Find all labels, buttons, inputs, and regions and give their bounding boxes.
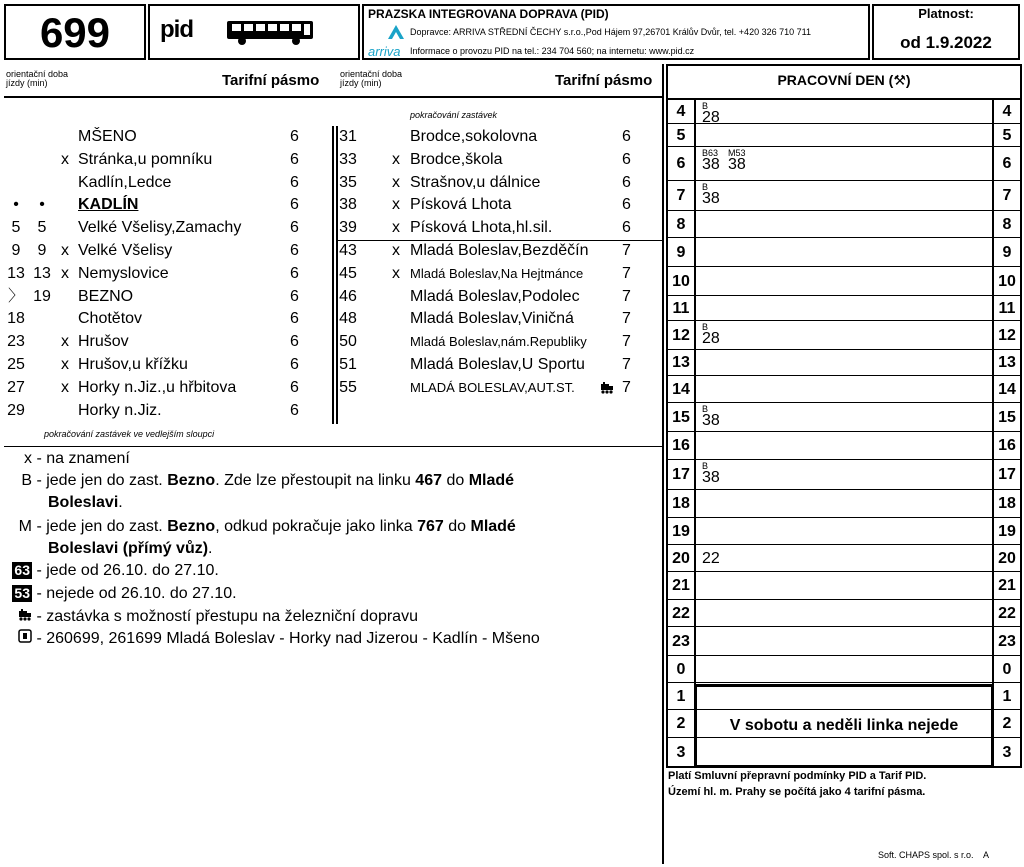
travel-time-a: 〉 [7,287,24,305]
carrier-info: Dopravce: ARRIVA STŘEDNÍ ČECHY s.r.o.,Pod Hájem 97,26701 Králův Dvůr, tel. +420 326 710 711 [410,27,811,37]
departure-minute: 38 [702,190,720,207]
hour-label-right: 11 [992,296,1020,320]
travel-time-a: 23 [7,333,25,351]
travel-time-a: • [13,196,19,214]
hour-label-right: 19 [992,518,1020,544]
software-credit: Soft. CHAPS spol. s r.o. A [878,850,990,860]
hour-label-right: 5 [992,124,1020,146]
stop-zone: 7 [622,287,631,305]
travel-time: 45 [339,264,357,282]
hour-label-left: 12 [668,321,696,349]
hour-label-right: 9 [992,238,1020,266]
stop-zone: 7 [622,264,631,282]
departure-note: B [702,404,709,414]
stop-name: KADLÍN [78,196,139,214]
stop-zone: 6 [290,401,299,419]
stop-zone: 6 [290,150,299,168]
on-request-mark: x [61,264,69,282]
hour-label-right: 16 [992,432,1020,459]
legend-63: 63 - jede od 26.10. do 27.10. [14,562,219,579]
stop-row [4,399,330,422]
hour-label-left: 9 [668,238,696,266]
weekend-note: V sobotu a neděli linka nejede [729,717,959,734]
hour-row [668,600,1020,627]
stop-name: Hrušov,u křížku [78,356,188,373]
license-icon [18,629,32,643]
stop-name: Brodce,škola [410,150,503,168]
stop-zone: 6 [290,333,299,351]
hour-label-right: 12 [992,321,1020,349]
stop-row [4,239,330,262]
stop-zone: 6 [290,219,299,237]
on-request-mark: x [61,356,69,373]
hour-label-right: 1 [992,683,1020,709]
hour-label-left: 8 [668,211,696,237]
hour-label-left: 17 [668,460,696,489]
travel-time: 46 [339,287,357,305]
stop-zone: 6 [290,310,299,328]
travel-time: 51 [339,356,357,373]
hour-row [668,124,1020,147]
stop-row [4,262,330,285]
hour-row [668,211,1020,238]
stop-zone: 6 [290,356,299,373]
stop-row [338,307,662,330]
legend-b: B - jede jen do zast. Bezno. Zde lze přestoupit na linku 467 do Mladé [21,472,515,489]
stop-row [4,307,330,330]
departure-minute: 38 [702,469,720,486]
travel-time-b: • [39,196,45,214]
hour-row [668,296,1020,321]
hour-row [668,147,1020,181]
hour-label-right: 14 [992,376,1020,402]
info-line: Informace o provozu PID na tel.: 234 704 560; na internetu: www.pid.cz [410,46,695,56]
hour-row [668,656,1020,683]
legend-m-cont: Boleslavi (přímý vůz). [48,540,213,557]
hour-row [668,376,1020,403]
departure-minute: 38 [702,412,720,429]
stop-zone: 7 [622,333,631,351]
stop-name: Mladá Boleslav,nám.Republiky [410,334,587,350]
legend-license: - 260699, 261699 Mladá Boleslav - Horky nad Jizerou - Kadlín - Mšeno [10,628,540,650]
hour-label-right: 4 [992,100,1020,123]
bus-icon [226,20,314,46]
stop-name: Mladá Boleslav,Podolec [410,287,580,305]
hour-row [668,460,1020,490]
on-request-mark: x [392,150,400,168]
stop-name: Hrušov [78,333,129,351]
hour-row [668,572,1020,600]
stop-row [338,376,662,399]
stop-zone: 6 [622,150,631,168]
stop-row [4,171,330,194]
stop-name: Písková Lhota,hl.sil. [410,219,553,237]
stop-row [4,353,330,376]
hour-row [668,403,1020,432]
on-request-mark: x [392,173,400,191]
stop-row [4,125,330,148]
stop-name: Mladá Boleslav,U Sportu [410,356,585,373]
hour-label-right: 18 [992,490,1020,517]
legend-b-cont: Boleslavi. [48,494,123,511]
stop-name: Mladá Boleslav,Bezděčín [410,242,589,259]
stop-zone: 6 [622,219,631,237]
pid-logo: pid [160,16,193,43]
hour-label-right: 7 [992,181,1020,210]
stop-name: Strašnov,u dálnice [410,173,541,191]
stop-name: Velké Všelisy [78,242,173,259]
travel-time: 39 [339,219,357,237]
stop-row [4,216,330,239]
hour-label-left: 6 [668,147,696,180]
hour-label-right: 13 [992,350,1020,375]
timetable-title: PRACOVNÍ DEN (⚒) [777,72,911,88]
hour-label-left: 3 [668,738,696,768]
stop-zone: 6 [290,173,299,191]
departure-note: B [702,101,709,111]
operator-info-box [362,4,870,60]
travel-time-a: 18 [7,310,25,328]
hour-label-left: 10 [668,267,696,295]
stop-row [338,148,662,171]
travel-time-label-right: orientační doba jízdy (min) [340,69,403,88]
travel-time-a: 5 [11,219,21,237]
hour-label-right: 22 [992,600,1020,626]
travel-time: 55 [339,378,357,396]
hour-row [668,490,1020,518]
departure-minute: 38 [728,156,746,173]
hour-label-right: 2 [992,710,1020,737]
arriva-logo-icon [386,24,406,40]
stop-row [4,285,330,308]
zone-header-right: Tarifní pásmo [555,72,653,89]
hour-row [668,100,1020,124]
travel-time-a: 29 [7,401,25,419]
stop-row [338,193,662,216]
train-icon [600,382,614,394]
travel-time-a: 13 [7,264,25,282]
hour-label-right: 20 [992,545,1020,571]
stop-name: Horky n.Jiz.,u hřbitova [78,378,237,396]
travel-time: 38 [339,196,357,214]
hour-label-left: 20 [668,545,696,571]
stop-row [338,216,662,239]
hour-row [668,627,1020,656]
travel-time: 33 [339,150,357,168]
stop-zone: 6 [290,196,299,214]
travel-time-a: 9 [11,242,21,259]
hour-label-left: 22 [668,600,696,626]
continued-label: pokračování zastávek [410,110,498,120]
stop-name: BEZNO [78,287,134,305]
travel-time-a: 25 [7,356,25,373]
stop-zone: 6 [622,173,631,191]
stop-name: Písková Lhota [410,196,512,214]
on-request-mark: x [61,333,69,351]
stop-zone: 6 [290,128,299,145]
validity-value: od 1.9.2022 [900,33,992,52]
hour-label-right: 3 [992,738,1020,768]
on-request-mark: x [392,196,400,214]
stop-name: MŠENO [78,128,137,145]
hour-row [668,432,1020,460]
travel-time-a: 27 [7,378,25,396]
departure-minute: 28 [702,109,720,126]
on-request-mark: x [392,264,400,282]
hour-label-left: 21 [668,572,696,599]
stop-name: Chotětov [78,310,143,328]
stop-zone: 6 [622,196,631,214]
hour-label-left: 5 [668,124,696,146]
departure-note: B63 [702,148,719,158]
hour-label-left: 7 [668,181,696,210]
departure-minute: 28 [702,330,720,347]
tariff-note-2: Území hl. m. Prahy se počítá jako 4 tarifní pásma. [668,786,926,798]
on-request-mark: x [61,242,69,259]
arriva-logo-text: arriva [368,44,401,59]
validity-label: Platnost: [918,6,974,21]
stop-zone: 6 [290,264,299,282]
hour-label-left: 11 [668,296,696,320]
stop-name: Velké Všelisy,Zamachy [78,219,242,237]
hour-label-left: 14 [668,376,696,402]
stop-zone: 6 [290,242,299,259]
hour-row [668,267,1020,296]
hour-label-right: 8 [992,211,1020,237]
legend-53: 53 - nejede od 26.10. do 27.10. [14,585,237,602]
weekend-note-box [694,684,994,768]
departure-note: B [702,461,709,471]
hour-label-right: 0 [992,656,1020,682]
hour-label-left: 15 [668,403,696,431]
departure-minute: 22 [702,550,720,567]
stop-row [338,239,662,262]
legend-on-request: x - na znamení [24,450,130,467]
hour-label-right: 21 [992,572,1020,599]
stop-name: Mladá Boleslav,Na Hejtmánce [410,265,584,281]
stop-row [4,148,330,171]
departure-note: M53 [728,148,746,158]
stop-name: MLADÁ BOLESLAV,AUT.ST. [410,379,575,395]
stop-row [338,353,662,376]
on-request-mark: x [61,378,69,396]
hour-label-left: 18 [668,490,696,517]
travel-time-b: 13 [33,264,51,282]
travel-time: 43 [339,242,357,259]
stop-row [4,376,330,399]
on-request-mark: x [392,219,400,237]
travel-time-b: 19 [33,287,51,305]
stop-zone: 6 [290,287,299,305]
operator-title: PRAZSKA INTEGROVANA DOPRAVA (PID) [368,7,609,21]
hour-label-right: 15 [992,403,1020,431]
stop-row [4,330,330,353]
hour-label-left: 16 [668,432,696,459]
hour-label-left: 19 [668,518,696,544]
stop-zone: 7 [622,310,631,328]
stop-name: Brodce,sokolovna [410,128,538,145]
travel-time: 50 [339,333,357,351]
stop-zone: 7 [622,356,631,373]
stop-name: Horky n.Jiz. [78,401,162,419]
stop-name: Stránka,u pomníku [78,150,213,168]
stop-name: Mladá Boleslav,Viničná [410,310,574,328]
departure-minute: 38 [702,156,720,173]
hour-label-right: 17 [992,460,1020,489]
on-request-mark: x [61,150,69,168]
stop-row [338,262,662,285]
legend-rail: - zastávka s možností přestupu na železniční dopravu [10,606,418,628]
tariff-note-1: Platí Smluvní přepravní podmínky PID a Tarif PID. [668,770,927,782]
departure-note: B [702,322,709,332]
departure-note: B [702,182,709,192]
hour-label-left: 13 [668,350,696,375]
stop-zone: 6 [622,128,631,145]
travel-time: 31 [339,128,357,145]
stop-zone: 6 [290,378,299,396]
stop-zone: 7 [622,378,631,396]
pid-logo-box [148,4,360,60]
validity-box [872,4,1020,60]
hour-row [668,518,1020,545]
hour-row [668,545,1020,572]
stop-row [338,285,662,308]
hour-label-left: 0 [668,656,696,682]
travel-time: 48 [339,310,357,328]
line-number: 699 [4,4,146,60]
zone-header-left: Tarifní pásmo [222,72,320,89]
travel-time: 35 [339,173,357,191]
hour-label-left: 4 [668,100,696,123]
stop-name: Kadlín,Ledce [78,173,172,191]
train-icon [18,609,32,621]
hour-row [668,181,1020,211]
hour-label-left: 23 [668,627,696,655]
hour-label-right: 23 [992,627,1020,655]
stop-row [338,330,662,353]
stop-name: Nemyslovice [78,264,169,282]
stop-row [338,171,662,194]
hour-label-left: 2 [668,710,696,737]
stop-row [4,193,330,216]
on-request-mark: x [392,242,400,259]
stop-zone: 7 [622,242,631,259]
travel-time-label: orientační doba jízdy (min) [6,69,69,88]
hour-row [668,321,1020,350]
hour-row [668,350,1020,376]
hour-label-right: 6 [992,147,1020,180]
continued-next-label: pokračování zastávek ve vedlejším sloupci [44,429,215,439]
travel-time-b: 9 [37,242,47,259]
hour-label-left: 1 [668,683,696,709]
travel-time-b: 5 [37,219,47,237]
hour-row [668,238,1020,267]
hour-label-right: 10 [992,267,1020,295]
stop-row [338,125,662,148]
legend-m: M - jede jen do zast. Bezno, odkud pokračuje jako linka 767 do Mladé [18,518,516,535]
